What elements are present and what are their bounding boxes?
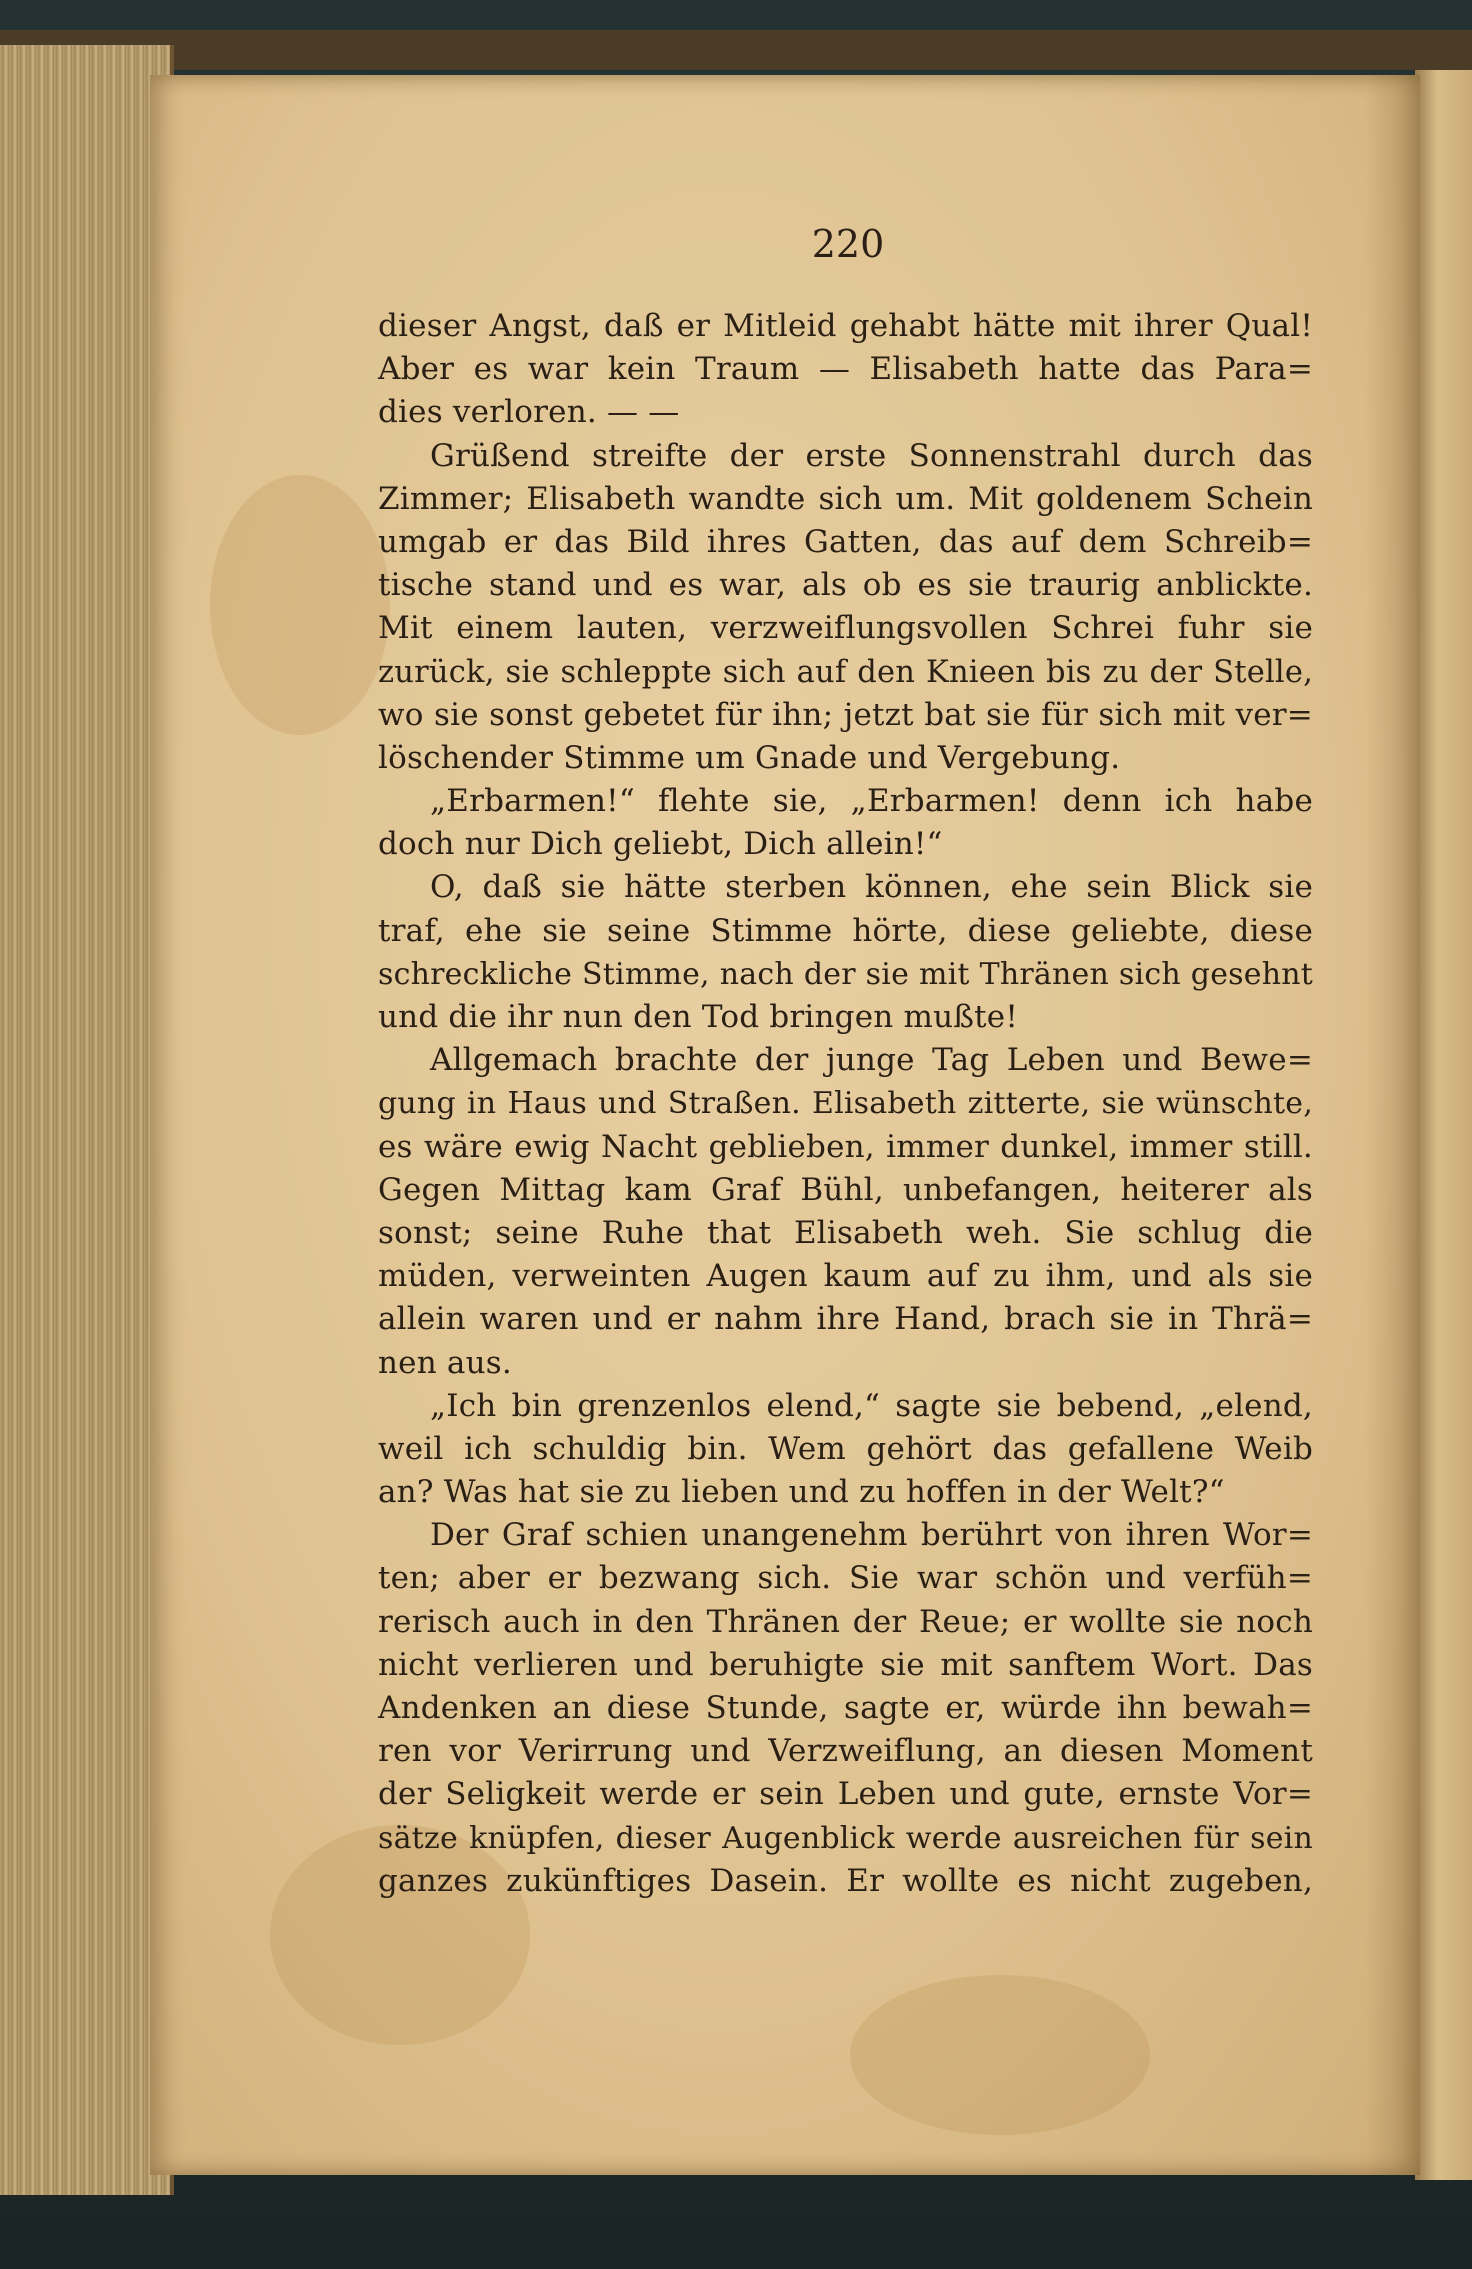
text-line: „Erbarmen!“ flehte sie, „Erbarmen! denn ich habe: [430, 783, 1313, 820]
text-line: wo sie sonst gebetet für ihn; jetzt bat sie für sich mit ver=: [378, 696, 1313, 733]
text-line: Zimmer; Elisabeth wandte sich um. Mit goldenem Schein: [378, 480, 1313, 517]
stain: [210, 475, 390, 735]
text-line: schreckliche Stimme, nach der sie mit Thränen sich gesehnt: [378, 956, 1313, 992]
text-line: und die ihr nun den Tod bringen mußte!: [378, 999, 1019, 1035]
text-line: an? Was hat sie zu lieben und zu hoffen in der Welt?“: [378, 1474, 1225, 1511]
page-stack-edge: [0, 45, 174, 2195]
text-line: doch nur Dich geliebt, Dich allein!“: [378, 826, 943, 863]
text-line: tische stand und es war, als ob es sie traurig anblickte.: [378, 567, 1313, 604]
text-line: sätze knüpfen, dieser Augenblick werde ausreichen für sein: [378, 1820, 1313, 1856]
text-line: Mit einem lauten, verzweiflungsvollen Schrei fuhr sie: [378, 610, 1313, 647]
text-line: Andenken an diese Stunde, sagte er, würde ihn bewah=: [378, 1690, 1313, 1726]
stain: [850, 1975, 1150, 2135]
text-line: zurück, sie schleppte sich auf den Knieen bis zu der Stelle,: [378, 654, 1313, 690]
text-line: löschender Stimme um Gnade und Vergebung.: [378, 739, 1121, 776]
text-line: „Ich bin grenzenlos elend,“ sagte sie bebend, „elend,: [430, 1387, 1313, 1424]
text-line: Grüßend streifte der erste Sonnenstrahl durch das: [430, 437, 1313, 474]
text-line: Aber es war kein Traum — Elisabeth hatte das Para=: [378, 351, 1313, 388]
text-line: Gegen Mittag kam Graf Bühl, unbefangen, heiterer als: [378, 1171, 1313, 1208]
text-line: ren vor Verirrung und Verzweiflung, an diesen Moment: [378, 1733, 1313, 1770]
text-line: Der Graf schien unangenehm berührt von ihren Wor=: [430, 1517, 1313, 1554]
text-line: der Seligkeit werde er sein Leben und gute, ernste Vor=: [378, 1776, 1313, 1813]
text-line: es wäre ewig Nacht geblieben, immer dunkel, immer still.: [378, 1128, 1313, 1165]
text-line: allein waren und er nahm ihre Hand, brach sie in Thrä=: [378, 1301, 1313, 1338]
body-text: [378, 305, 1313, 1903]
facing-page-edge: [1415, 70, 1472, 2180]
gutter-shadow: [1365, 75, 1420, 2175]
text-line: nicht verlieren und beruhigte sie mit sanftem Wort. Das: [378, 1646, 1313, 1683]
text-line: Allgemach brachte der junge Tag Leben und Bewe=: [430, 1042, 1313, 1079]
text-line: rerisch auch in den Thränen der Reue; er wollte sie noch: [378, 1603, 1313, 1640]
text-line: nen aus.: [378, 1344, 512, 1381]
text-line: müden, verweinten Augen kaum auf zu ihm, und als sie: [378, 1258, 1313, 1295]
text-line: sonst; seine Ruhe that Elisabeth weh. Sie schlug die: [378, 1214, 1313, 1251]
text-line: traf, ehe sie seine Stimme hörte, diese geliebte, diese: [378, 912, 1313, 949]
text-line: ganzes zukünftiges Dasein. Er wollte es nicht zugeben,: [378, 1862, 1313, 1899]
text-line: gung in Haus und Straßen. Elisabeth zitterte, sie wünschte,: [378, 1086, 1313, 1122]
text-line: weil ich schuldig bin. Wem gehört das gefallene Weib: [378, 1430, 1313, 1467]
text-line: umgab er das Bild ihres Gatten, das auf dem Schreib=: [378, 523, 1313, 560]
text-line: O, daß sie hätte sterben können, ehe sein Blick sie: [430, 869, 1313, 906]
book-cover-edge: [0, 30, 1472, 70]
text-line: dieser Angst, daß er Mitleid gehabt hätte mit ihrer Qual!: [378, 308, 1313, 344]
page-number: 220: [811, 222, 885, 266]
text-line: dies verloren. — —: [378, 394, 680, 431]
text-line: ten; aber er bezwang sich. Sie war schön und verfüh=: [378, 1560, 1313, 1597]
